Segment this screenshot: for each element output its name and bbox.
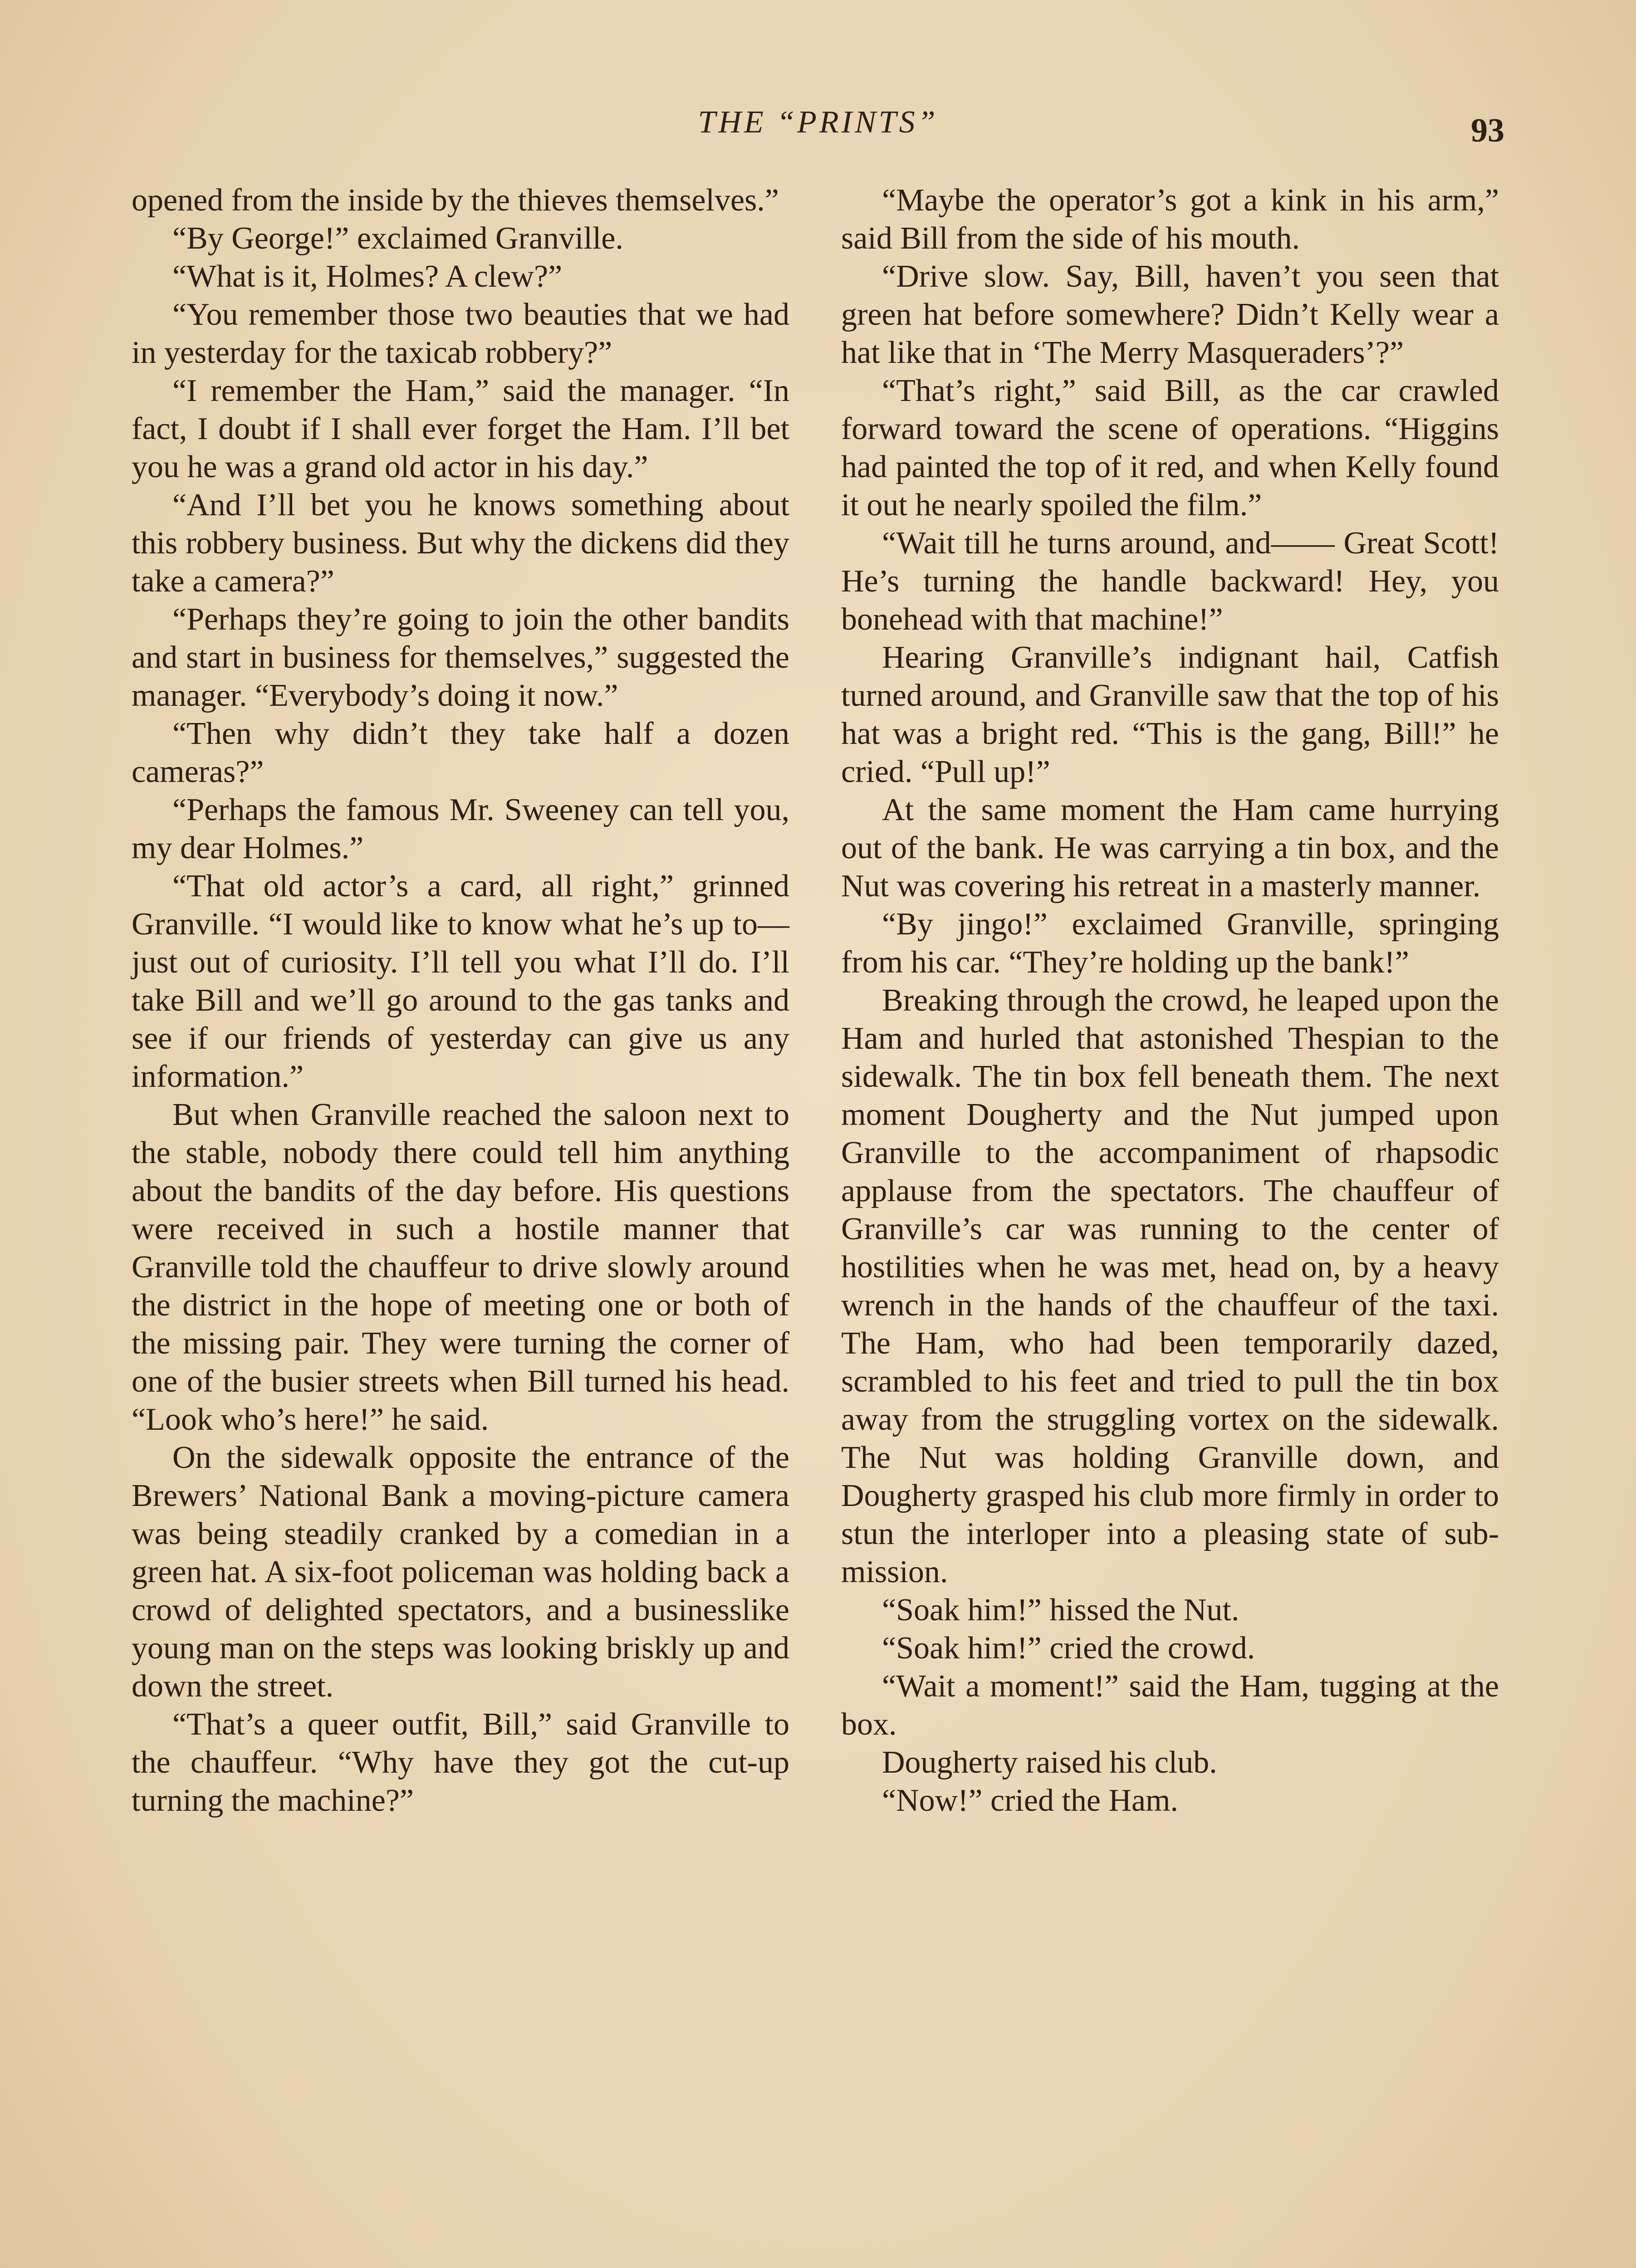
paragraph: “Wait till he turns around, and—— Great Scott! He’s turning the handle backward! Hey, you bonehead with that machine!” xyxy=(841,526,1499,637)
paragraph: Dougherty raised his club. xyxy=(882,1745,1217,1780)
paragraph: “That’s right,” said Bill, as the car crawled forward toward the scene of operations. “Higgins had painted the top of it red, and when Kelly found it out he nearly spoiled the film.” xyxy=(841,373,1499,523)
paragraph: “You remember those two beauties that we had in yesterday for the taxicab robbery?” xyxy=(132,297,789,370)
paragraph: opened from the inside by the thieves themselves.” xyxy=(132,183,779,218)
paragraph: “That’s a queer outfit, Bill,” said Granville to the chauffeur. “Why have they got the cut-up turning the machine?” xyxy=(132,1707,789,1818)
right-column xyxy=(841,181,1499,1820)
paragraph: “Perhaps they’re going to join the other bandits and start in business for themselves,” suggested the manager. “Everybody’s doing it now.” xyxy=(132,602,789,713)
paragraph: “And I’ll bet you he knows something about this robbery business. But why the dickens did they take a camera?” xyxy=(132,488,789,599)
left-column xyxy=(132,181,789,1820)
paragraph: “Wait a moment!” said the Ham, tugging at the box. xyxy=(841,1669,1499,1742)
paragraph: “By George!” exclaimed Granville. xyxy=(172,221,623,256)
running-title: THE “PRINTS” xyxy=(698,105,938,140)
paragraph: “I remember the Ham,” said the manager. “In fact, I doubt if I shall ever forget the Ham. I’ll bet you he was a grand old actor in his day.” xyxy=(132,373,789,484)
paragraph: “Maybe the operator’s got a kink in his arm,” said Bill from the side of his mouth. xyxy=(841,183,1499,256)
paragraph: At the same moment the Ham came hurrying out of the bank. He was carrying a tin box, and the Nut was covering his retreat in a masterly manner. xyxy=(841,792,1499,904)
paragraph: “Soak him!” hissed the Nut. xyxy=(882,1593,1239,1628)
paragraph: “What is it, Holmes? A clew?” xyxy=(172,259,563,294)
paragraph: “That old actor’s a card, all right,” grinned Granville. “I would like to know what he’s up to—just out of curiosity. I’ll tell you what I’ll do. I’ll take Bill and we’ll go around to the gas tanks and see if our friends of yesterday can give us any information.” xyxy=(132,869,789,1094)
paragraph: “By jingo!” exclaimed Granville, springing from his car. “They’re holding up the bank!” xyxy=(841,907,1499,980)
paragraph: “Perhaps the famous Mr. Sweeney can tell you, my dear Holmes.” xyxy=(132,792,789,865)
paragraph: “Then why didn’t they take half a dozen cameras?” xyxy=(132,716,789,789)
paragraph: “Now!” cried the Ham. xyxy=(882,1783,1179,1818)
paragraph: On the sidewalk opposite the entrance of the Brewers’ National Bank a moving-picture camera was being steadily cranked by a comedian in a green hat. A six-foot policeman was holding back a crowd of delighted spectators, and a businesslike young man on the steps was looking briskly up and down the street. xyxy=(132,1440,789,1704)
paragraph: Breaking through the crowd, he leaped upon the Ham and hurled that astonished Thespian to the sidewalk. The tin box fell beneath them. The next moment Dougherty and the Nut jumped upon Granville to the accompaniment of rhapsodic applause from the spectators. The chauffeur of Granville’s car was running to the center of hostilities when he was met, head on, by a heavy wrench in the hands of the chauffeur of the taxi. The Ham, who had been temporarily dazed, scrambled to his feet and tried to pull the tin box away from the struggling vortex on the sidewalk. The Nut was holding Granville down, and Dougherty grasped his club more firmly in order to stun the interloper into a pleasing state of submission. xyxy=(841,983,1499,1589)
paragraph: Hearing Granville’s indignant hail, Catfish turned around, and Granville saw that the top of his hat was a bright red. “This is the gang, Bill!” he cried. “Pull up!” xyxy=(841,640,1499,789)
paragraph: “Drive slow. Say, Bill, haven’t you seen that green hat before somewhere? Didn’t Kelly wear a hat like that in ‘The Merry Masqueraders’?” xyxy=(841,259,1499,370)
paragraph: “Soak him!” cried the crowd. xyxy=(882,1631,1255,1666)
page-number: 93 xyxy=(1471,112,1504,149)
paragraph: But when Granville reached the saloon next to the stable, nobody there could tell him anything about the bandits of the day before. His questions were received in such a hostile manner that Granville told the chauffeur to drive slowly around the district in the hope of meeting one or both of the missing pair. They were turning the corner of one of the busier streets when Bill turned his head. “Look who’s here!” he said. xyxy=(132,1097,789,1437)
